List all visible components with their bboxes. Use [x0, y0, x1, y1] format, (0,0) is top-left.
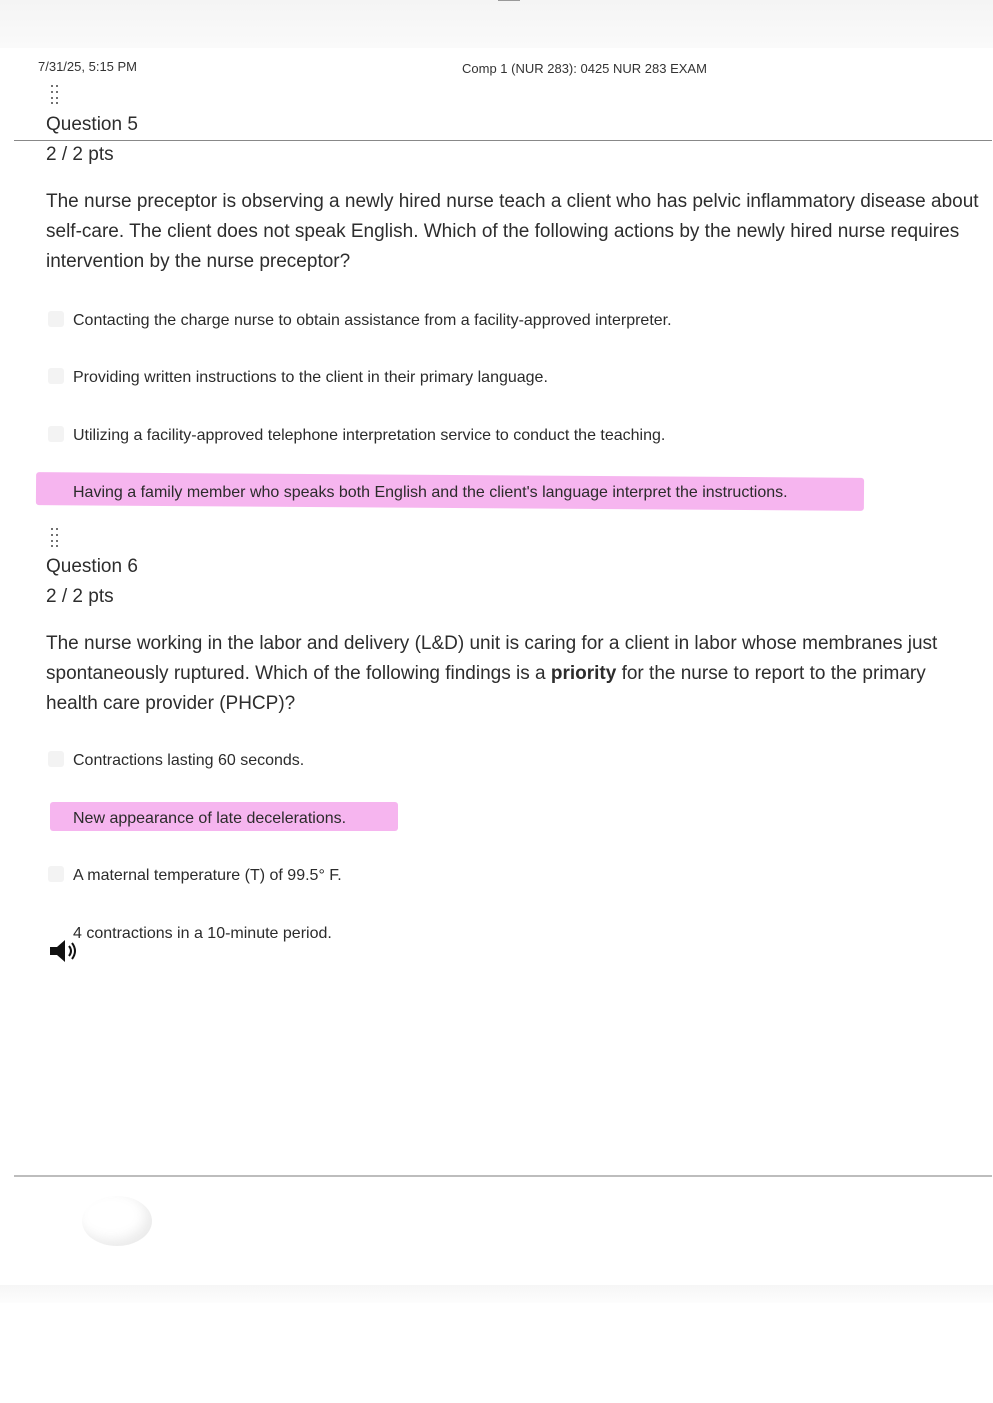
question-6-option-4[interactable]: 4 contractions in a 10-minute period. [73, 925, 332, 942]
question-6-points: 2 / 2 pts [46, 586, 114, 607]
answer-radio[interactable] [48, 426, 64, 442]
question-6-stem [46, 629, 981, 719]
scan-smudge [82, 1196, 152, 1246]
drag-handle-icon[interactable] [50, 84, 62, 104]
scan-mark [498, 0, 520, 1]
question-5-title: Question 5 [46, 114, 138, 135]
question-6-option-3[interactable]: A maternal temperature (T) of 99.5° F. [73, 867, 342, 884]
question-6-stem-start: The nurse working in the labor and delivery (L&D) unit is caring for a client in labor whose membranes just spontaneously ruptured. Which of the following findings is a [46, 633, 938, 684]
print-page-title: Comp 1 (NUR 283): 0425 NUR 283 EXAM [462, 61, 707, 76]
print-timestamp: 7/31/25, 5:15 PM [38, 59, 138, 74]
answer-radio[interactable] [48, 368, 64, 384]
question-5-option-4[interactable]: Having a family member who speaks both English and the client's language interpret the instructions. [73, 484, 788, 501]
page-bottom-divider [14, 1175, 992, 1177]
question-5-points: 2 / 2 pts [46, 144, 114, 165]
scan-shadow-top [0, 0, 993, 48]
question-5-stem: The nurse preceptor is observing a newly hired nurse teach a client who has pelvic inflammatory disease about self-care. The client does not speak English. Which of the following actions by the newly hired nurse requires intervention by the nurse preceptor? [46, 191, 979, 272]
question-5-option-3[interactable]: Utilizing a facility-approved telephone interpretation service to conduct the teaching. [73, 427, 666, 444]
question-6-title: Question 6 [46, 556, 138, 577]
question-6-stem-emphasis: priority [550, 663, 617, 684]
answer-radio[interactable] [48, 866, 64, 882]
question-6-option-1[interactable]: Contractions lasting 60 seconds. [73, 752, 305, 769]
question-5-option-1[interactable]: Contacting the charge nurse to obtain assistance from a facility-approved interpreter. [73, 312, 672, 329]
speaker-icon[interactable] [48, 938, 80, 964]
question-6-option-2[interactable]: New appearance of late decelerations. [73, 810, 347, 827]
drag-handle-icon[interactable] [50, 527, 62, 547]
answer-radio[interactable] [48, 311, 64, 327]
question-5-divider [14, 140, 992, 141]
question-6-stem-end: for the nurse to report to the primary health care provider (PHCP)? [46, 663, 926, 714]
question-5-option-2[interactable]: Providing written instructions to the client in their primary language. [73, 369, 548, 386]
answer-radio[interactable] [48, 751, 64, 767]
scan-shadow-bottom [0, 1285, 993, 1303]
